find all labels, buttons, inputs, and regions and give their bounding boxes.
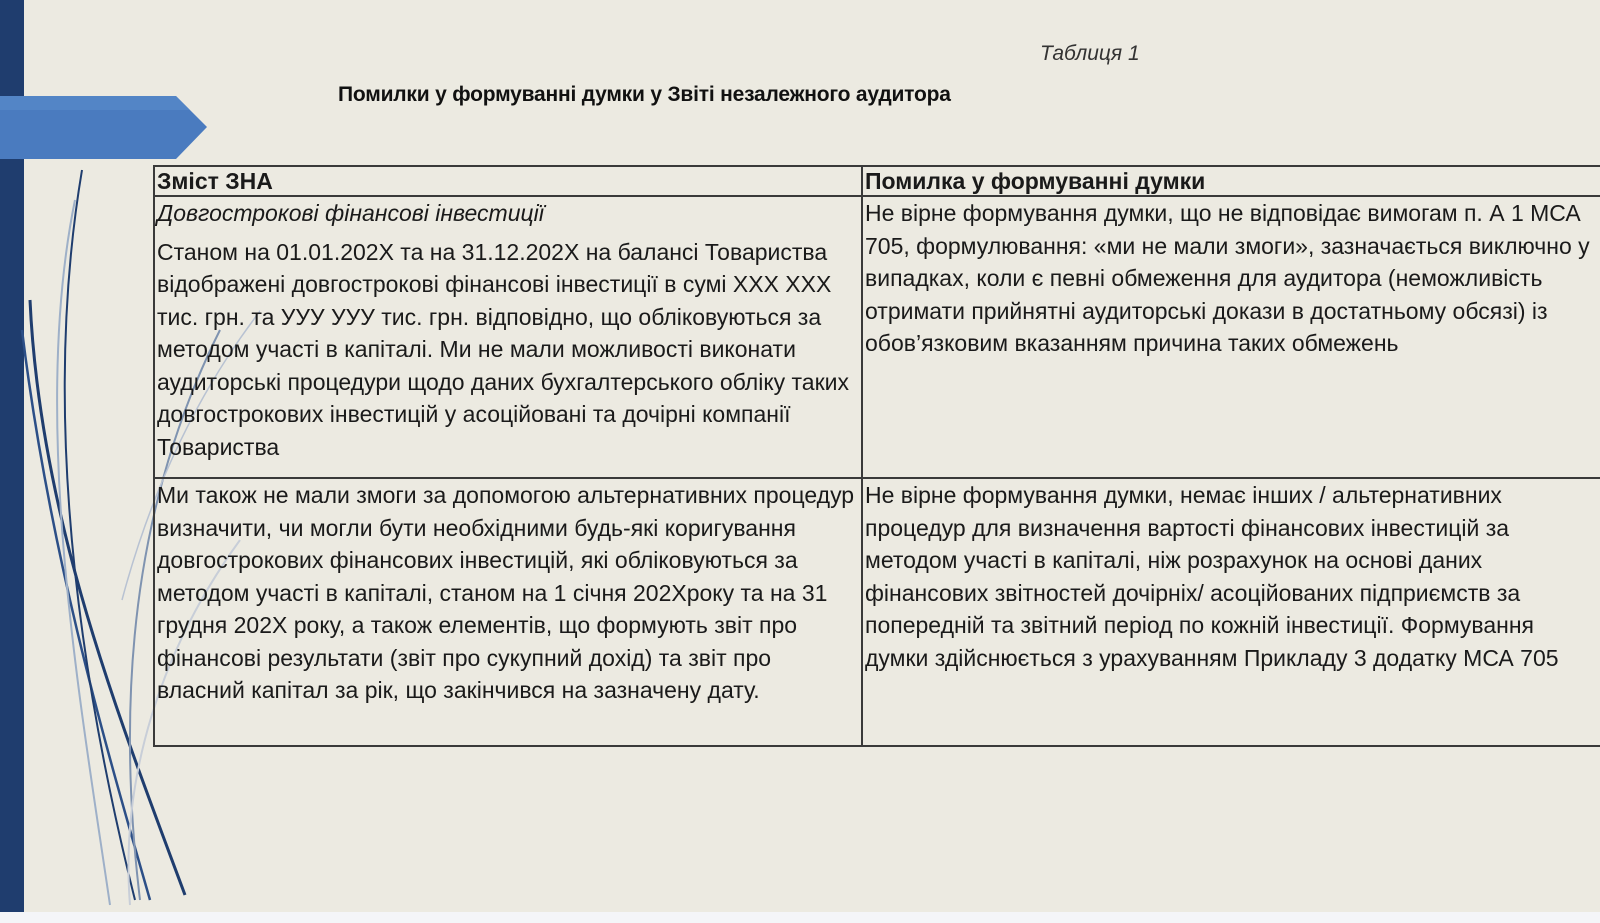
row2-left-text: Ми також не мали змоги за допомогою альтернативних процедур визначити, чи могли бути необхідними будь-які коригування довгострокових фінансових інвестицій, які обліковуються за методом участі в капіталі, станом на 1 січня 202Хроку та на 31 грудня 202Х року, а також елементів, що формують звіт про фінансові результати (звіт про сукупний дохід) та звіт про власний капітал за рік, що закінчився на зазначену дату. [157, 482, 855, 703]
row1-right-cell [862, 196, 1600, 478]
table-row [154, 196, 1600, 478]
row1-left-heading: Довгострокові фінансові інвестиції [157, 200, 544, 226]
row2-left-cell [154, 478, 862, 746]
row2-right-text: Не вірне формування думки, немає інших / альтернативних процедур для визначення вартості фінансових інвестицій за методом участі в капіталі, ніж розрахунок на основі даних фінансових звітностей дочірніх/ асоційованих підприємств за попередній та звітний період по кожній інвестиції. Формування думки здійснюється з урахуванням Прикладу 3 додатку МСА 705 [865, 482, 1559, 671]
row1-left-text: Станом на 01.01.202Х та на 31.12.202Х на балансі Товариства відображені довгострокові фінансові інвестиції в сумі ХХХ ХХХ тис. грн. та УУУ УУУ тис. грн. відповідно, що обліковуються за методом участі в капіталі. Ми не мали можливості виконати аудиторські процедури щодо даних бухгалтерського обліку таких довгострокових інвестицій у асоційовані та дочірні компанії Товариства [157, 238, 850, 460]
slide-title: Помилки у формуванні думки у Звіті незалежного аудитора [338, 83, 951, 106]
table-header-row [154, 166, 1600, 196]
table-row [154, 478, 1600, 746]
row2-right-cell [862, 478, 1600, 746]
table-number: Таблиця 1 [1040, 42, 1140, 65]
header-error: Помилка у формуванні думки [862, 166, 1600, 196]
header-content: Зміст ЗНА [154, 166, 862, 196]
row1-left-cell [154, 196, 862, 478]
row1-right-text: Не вірне формування думки, що не відповідає вимогам п. А 1 МСА 705, формулювання: «ми не мали змоги», зазначається виключно у випадках, коли є певні обмеження для аудитора (неможливість отримати прийнятні аудиторські докази в достатньому обсязі) із обов’язковим вказанням причина таких обмежень [865, 200, 1590, 356]
audit-opinion-table [153, 165, 1600, 747]
